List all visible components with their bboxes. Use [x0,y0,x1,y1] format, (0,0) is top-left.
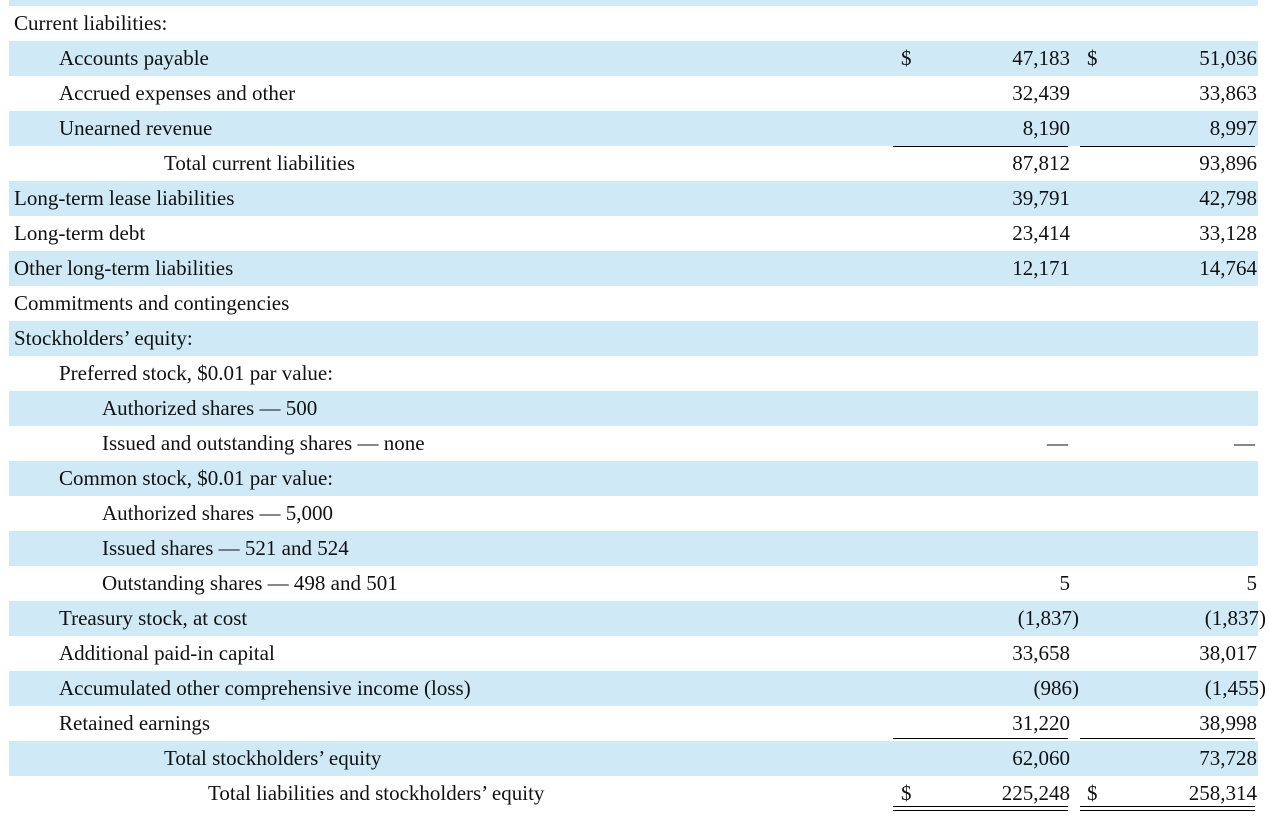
row-label: Total current liabilities [164,151,355,175]
currency-symbol: $ [901,46,912,70]
currency-symbol: $ [901,781,912,805]
currency-symbol: $ [1087,781,1098,805]
value-col-2: 8,997 [1209,116,1257,140]
row-label: Accrued expenses and other [59,81,296,105]
single-underline [1080,146,1255,147]
value-col-1: 47,183 [1012,46,1070,70]
value-col-2: 38,017 [1199,641,1257,665]
value-col-2: — [1234,431,1255,455]
single-underline [1080,738,1255,739]
table-row [9,776,1258,811]
table-row [9,146,1258,181]
value-col-2: 42,798 [1199,186,1257,210]
double-underline [1080,806,1255,811]
table-row [9,286,1258,321]
value-col-1: 62,060 [1012,746,1070,770]
row-label: Accumulated other comprehensive income (loss) [59,676,471,700]
row-label: Total stockholders’ equity [164,746,382,770]
value-col-2: 51,036 [1199,46,1257,70]
row-label: Outstanding shares — 498 and 501 [102,571,398,595]
value-col-2: 38,998 [1199,711,1257,735]
value-col-2: (1,455) [1204,676,1266,700]
table-row [9,216,1258,251]
row-label: Additional paid-in capital [59,641,275,665]
value-col-1: 31,220 [1012,711,1070,735]
value-col-1: — [1047,431,1068,455]
table-row [9,496,1258,531]
currency-symbol: $ [1087,46,1098,70]
row-label: Retained earnings [59,711,211,735]
value-col-2: 73,728 [1199,746,1257,770]
row-label: Authorized shares — 5,000 [102,501,333,525]
table-row [9,181,1258,216]
value-col-1: 5 [1059,571,1070,595]
double-underline [893,806,1068,811]
row-label: Unearned revenue [59,116,213,140]
row-label: Current liabilities: [14,11,168,35]
single-underline [893,146,1068,147]
table-row [9,391,1258,426]
row-label: Long-term lease liabilities [14,186,235,210]
value-col-1: 87,812 [1012,151,1070,175]
value-col-1: 33,658 [1012,641,1070,665]
table-row [9,671,1266,706]
table-row [9,706,1258,741]
single-underline [893,738,1068,739]
value-col-1: 23,414 [1012,221,1070,245]
row-label: Stockholders’ equity: [14,326,193,350]
value-col-2: 14,764 [1199,256,1257,280]
row-label: Long-term debt [14,221,146,245]
value-col-2: 33,863 [1199,81,1257,105]
row-label: Issued shares — 521 and 524 [102,536,349,560]
table-row [9,741,1258,776]
table-row [9,321,1258,356]
table-row [9,356,1258,391]
row-label: Total liabilities and stockholders’ equity [208,781,545,805]
value-col-2: 33,128 [1199,221,1257,245]
value-col-1: 32,439 [1012,81,1070,105]
row-label: Accounts payable [59,46,209,70]
row-label: Other long-term liabilities [14,256,234,280]
table-row [9,41,1258,76]
value-col-1: (986) [1033,676,1079,700]
row-label: Authorized shares — 500 [102,396,318,420]
value-col-1: 8,190 [1022,116,1070,140]
table-row [9,531,1258,566]
row-label: Treasury stock, at cost [59,606,248,630]
table-row [9,76,1258,111]
value-col-1: 12,171 [1012,256,1070,280]
row-label: Commitments and contingencies [14,291,290,315]
value-col-1: 225,248 [1001,781,1070,805]
value-col-1: 39,791 [1012,186,1070,210]
row-label: Issued and outstanding shares — none [102,431,425,455]
value-col-2: 93,896 [1199,151,1257,175]
table-row [9,6,1258,41]
table-row [9,566,1258,601]
value-col-2: 258,314 [1188,781,1257,805]
value-col-2: (1,837) [1204,606,1266,630]
table-row [9,111,1258,146]
table-row [9,251,1258,286]
row-label: Common stock, $0.01 par value: [59,466,334,490]
value-col-2: 5 [1246,571,1257,595]
table-row [9,426,1258,461]
table-row [9,461,1258,496]
table-row [9,636,1258,671]
row-label: Preferred stock, $0.01 par value: [59,361,334,385]
value-col-1: (1,837) [1017,606,1079,630]
table-row [9,601,1266,636]
